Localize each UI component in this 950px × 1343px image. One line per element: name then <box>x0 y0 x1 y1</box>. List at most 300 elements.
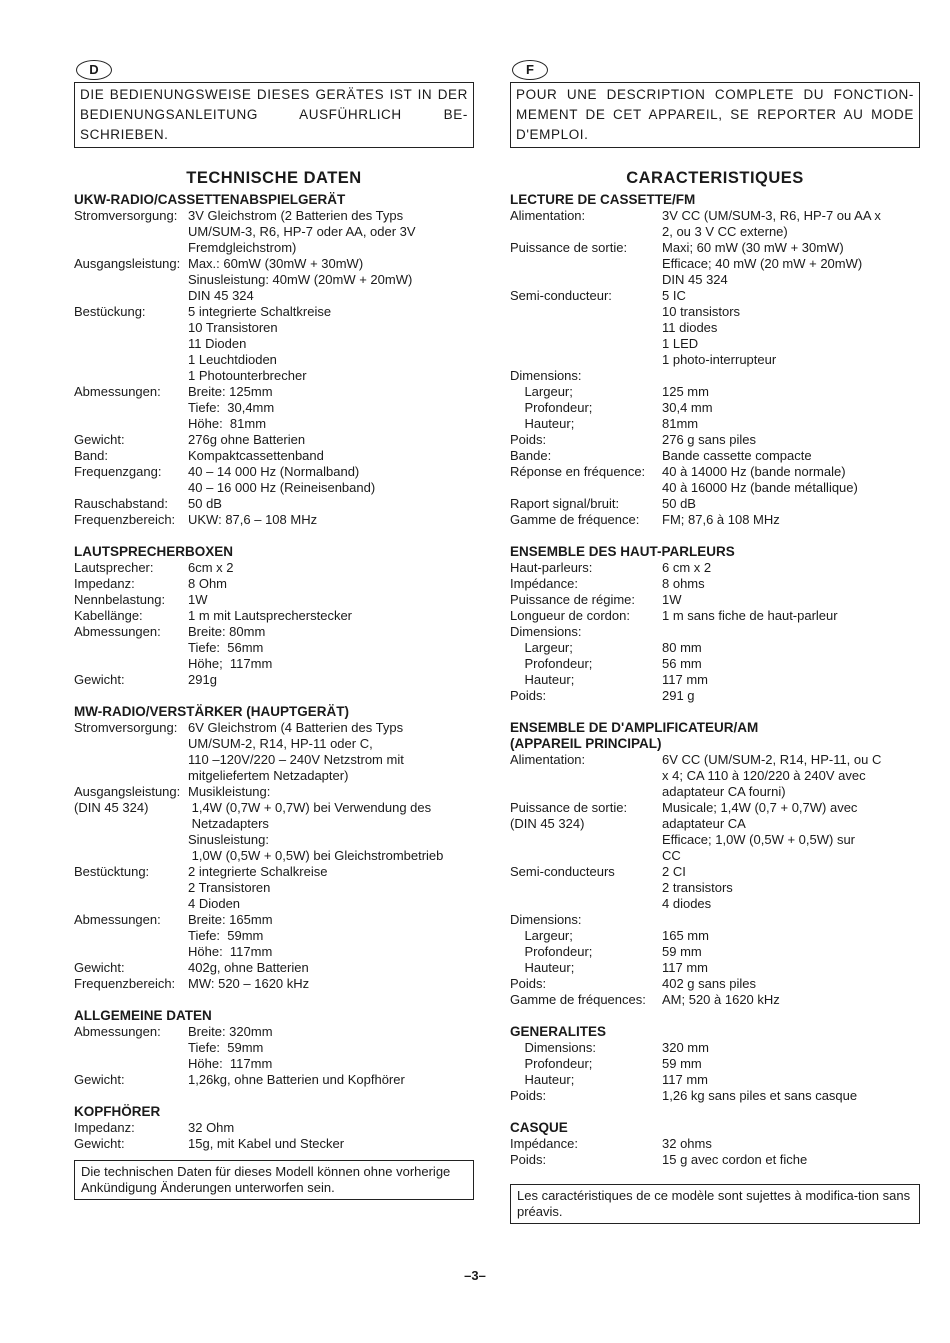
spec-row <box>510 384 920 400</box>
spec-value: 1 photo-interrupteur <box>662 352 777 367</box>
spec-value: Höhe: 117mm <box>188 1056 273 1071</box>
spec-label: Ausgangsleistung: <box>74 256 181 271</box>
spec-label <box>74 352 188 368</box>
spec-label <box>74 272 188 288</box>
spec-row <box>510 352 920 368</box>
spec-row <box>510 944 920 960</box>
spec-label <box>510 320 662 336</box>
spec-value: Musicale; 1,4W (0,7 + 0,7W) avec <box>662 800 858 815</box>
notice-box-de: DIE BEDIENUNGSWEISE DIESES GERÄTES IST IN DER BEDIENUNGSANLEITUNG AUSFÜHRLICH BE-SCHRIEBEN. <box>74 82 474 148</box>
spec-row <box>510 208 920 224</box>
spec-value: 5 IC <box>662 288 686 303</box>
spec-row <box>510 272 920 288</box>
spec-row <box>510 816 920 832</box>
spec-row <box>74 768 474 784</box>
spec-row <box>74 272 474 288</box>
spec-value: 276g ohne Batterien <box>188 432 306 447</box>
spec-value: Tiefe: 56mm <box>188 640 264 655</box>
spec-row <box>74 1136 474 1152</box>
spec-row <box>510 960 920 976</box>
spec-value: 2 transistors <box>662 880 733 895</box>
spec-value: Breite: 80mm <box>188 624 266 639</box>
spec-label <box>74 288 188 304</box>
spec-value: 1 m sans fiche de haut-parleur <box>662 608 838 623</box>
spec-value: Höhe: 117mm <box>188 944 273 959</box>
spec-label <box>510 832 662 848</box>
spec-value: 5 integrierte Schaltkreise <box>188 304 332 319</box>
spec-row <box>74 624 474 640</box>
spec-value: 50 dB <box>662 496 696 511</box>
spec-value: 2 Transistoren <box>188 880 271 895</box>
spec-value: Tiefe: 59mm <box>188 1040 264 1055</box>
spec-row <box>510 464 920 480</box>
spec-row <box>74 1024 474 1040</box>
spec-list-de <box>74 192 474 1152</box>
french-column <box>510 60 920 1224</box>
spec-value: Efficace; 1,0W (0,5W + 0,5W) sur <box>662 832 856 847</box>
spec-row <box>510 848 920 864</box>
spec-value: adaptateur CA <box>662 816 746 831</box>
spec-row <box>510 304 920 320</box>
spec-row <box>510 1152 920 1168</box>
spec-value: 40 à 14000 Hz (bande normale) <box>662 464 846 479</box>
spec-row <box>74 592 474 608</box>
spec-row <box>510 400 920 416</box>
spec-value: 40 – 14 000 Hz (Normalband) <box>188 464 360 479</box>
spec-value: 32 Ohm <box>188 1120 235 1135</box>
spec-row <box>510 1136 920 1152</box>
spec-row <box>74 368 474 384</box>
page-number: –3– <box>464 1268 486 1283</box>
spec-row <box>510 832 920 848</box>
spec-value: 2 integrierte Schalkreise <box>188 864 328 879</box>
spec-label <box>74 640 188 656</box>
spec-label: Puissance de sortie: <box>510 800 628 815</box>
spec-value: 1 LED <box>662 336 699 351</box>
spec-heading: CASQUE <box>510 1120 568 1135</box>
spec-row <box>510 368 920 384</box>
spec-value: 81mm <box>662 416 699 431</box>
spec-label <box>74 896 188 912</box>
spec-row <box>74 784 474 800</box>
spec-value: 4 Dioden <box>188 896 241 911</box>
spec-row <box>74 928 474 944</box>
spec-label: Bestückung: <box>74 304 146 319</box>
spec-value: 165 mm <box>662 928 709 943</box>
spec-row <box>74 336 474 352</box>
spec-value: 117 mm <box>662 1072 708 1087</box>
spec-value: Max.: 60mW (30mW + 30mW) <box>188 256 364 271</box>
spec-value: 11 diodes <box>662 320 718 335</box>
spec-list-fr <box>510 192 920 1168</box>
spec-label: Impedanz: <box>74 576 135 591</box>
spec-label: Bande: <box>510 448 552 463</box>
spec-row <box>510 976 920 992</box>
spec-value: 320 mm <box>662 1040 709 1055</box>
spec-heading: ENSEMBLE DE D'AMPLIFICATEUR/AM (APPAREIL PRINCIPAL) <box>510 720 759 751</box>
spec-label <box>74 480 188 496</box>
spec-value: mitgeliefertem Netzadapter) <box>188 768 349 783</box>
spec-value: Tiefe: 30,4mm <box>188 400 275 415</box>
spec-value: DIN 45 324 <box>188 288 254 303</box>
spec-value: 50 dB <box>188 496 222 511</box>
spec-label <box>74 928 188 944</box>
spec-value: 276 g sans piles <box>662 432 756 447</box>
spec-label <box>510 848 662 864</box>
spec-label <box>74 656 188 672</box>
spec-value: 11 Dioden <box>188 336 247 351</box>
spec-label: Kabellänge: <box>74 608 143 623</box>
spec-value: DIN 45 324 <box>662 272 728 287</box>
spec-row <box>74 1072 474 1088</box>
spec-label <box>510 768 662 784</box>
spec-row <box>510 224 920 240</box>
spec-label <box>74 1040 188 1056</box>
spec-label <box>74 816 188 832</box>
spec-row <box>74 256 474 272</box>
spec-value: x 4; CA 110 à 120/220 à 240V avec <box>662 768 866 783</box>
spec-row <box>510 240 920 256</box>
spec-value: 15g, mit Kabel und Stecker <box>188 1136 345 1151</box>
spec-label: (DIN 45 324) <box>74 800 149 815</box>
spec-row <box>74 800 474 816</box>
spec-row <box>74 432 474 448</box>
spec-row <box>74 656 474 672</box>
spec-value: 402 g sans piles <box>662 976 756 991</box>
section-title-de: TECHNISCHE DATEN <box>186 169 362 187</box>
spec-value: 6cm x 2 <box>188 560 234 575</box>
spec-label: Frequenzbereich: <box>74 512 176 527</box>
spec-row <box>510 256 920 272</box>
spec-label: Largeur; <box>510 640 573 655</box>
spec-label <box>74 736 188 752</box>
spec-label: Gewicht: <box>74 672 125 687</box>
spec-value: 1 m mit Lautsprecherstecker <box>188 608 353 623</box>
spec-label: Hauteur; <box>510 672 575 687</box>
spec-row <box>74 672 474 688</box>
spec-row <box>510 688 920 704</box>
spec-row <box>510 1056 920 1072</box>
spec-row <box>510 928 920 944</box>
spec-row <box>510 560 920 576</box>
spec-value: 1 Photounterbrecher <box>188 368 307 383</box>
spec-label: Rauschabstand: <box>74 496 168 511</box>
spec-value: CC <box>662 848 681 863</box>
spec-value: Netzadapters <box>188 816 269 831</box>
spec-value: Breite: 165mm <box>188 912 273 927</box>
spec-label <box>510 336 662 352</box>
spec-value: 1W <box>188 592 208 607</box>
spec-value: MW: 520 – 1620 kHz <box>188 976 310 991</box>
spec-row <box>74 304 474 320</box>
spec-row <box>510 512 920 528</box>
spec-row <box>510 288 920 304</box>
spec-label: Haut-parleurs: <box>510 560 593 575</box>
spec-label: Gewicht: <box>74 432 125 447</box>
spec-row <box>74 576 474 592</box>
footer-note-fr: Les caractéristiques de ce modèle sont sujettes à modifica-tion sans préavis. <box>510 1184 920 1224</box>
spec-row <box>74 976 474 992</box>
footer-note-de: Die technischen Daten für dieses Modell können ohne vorherige Ankündigung Änderungen unterworfen sein. <box>74 1160 474 1200</box>
spec-value: 6V CC (UM/SUM-2, R14, HP-11, ou C <box>662 752 882 767</box>
spec-value: Sinusleistung: <box>188 832 269 847</box>
spec-label: Largeur; <box>510 384 573 399</box>
spec-label: Dimensions: <box>510 912 582 927</box>
spec-row <box>510 752 920 768</box>
spec-label <box>510 352 662 368</box>
spec-row <box>510 320 920 336</box>
spec-label <box>74 768 188 784</box>
spec-value: Fremdgleichstrom) <box>188 240 297 255</box>
spec-value: 1,4W (0,7W + 0,7W) bei Verwendung des <box>188 800 432 815</box>
spec-row <box>74 896 474 912</box>
spec-label <box>74 1056 188 1072</box>
spec-label: Hauteur; <box>510 1072 575 1087</box>
spec-row <box>510 1072 920 1088</box>
spec-label <box>74 400 188 416</box>
spec-value: Tiefe: 59mm <box>188 928 264 943</box>
spec-value: Breite: 125mm <box>188 384 273 399</box>
spec-label: Gewicht: <box>74 1136 125 1151</box>
spec-label: Hauteur; <box>510 960 575 975</box>
spec-value: 110 –120V/220 – 240V Netzstrom mit <box>188 752 404 767</box>
spec-value: 1W <box>662 592 682 607</box>
spec-row <box>74 288 474 304</box>
spec-heading: KOPFHÖRER <box>74 1104 161 1119</box>
spec-row <box>74 1040 474 1056</box>
spec-heading: ALLGEMEINE DATEN <box>74 1008 212 1023</box>
notice-box-fr: POUR UNE DESCRIPTION COMPLETE DU FONCTION-MEMENT DE CET APPAREIL, SE REPORTER AU MODE D'EMPLOI. <box>510 82 920 148</box>
spec-label <box>74 368 188 384</box>
spec-value: 125 mm <box>662 384 709 399</box>
spec-label: Abmessungen: <box>74 384 161 399</box>
spec-heading: LAUTSPRECHERBOXEN <box>74 544 234 559</box>
spec-value: UKW: 87,6 – 108 MHz <box>188 512 318 527</box>
spec-label <box>510 272 662 288</box>
spec-label <box>74 240 188 256</box>
spec-row <box>74 1056 474 1072</box>
spec-value: FM; 87,6 à 108 MHz <box>662 512 780 527</box>
spec-label <box>74 336 188 352</box>
spec-label: Frequenzbereich: <box>74 976 176 991</box>
spec-value: Musikleistung: <box>188 784 271 799</box>
spec-label: Poids: <box>510 432 547 447</box>
spec-value: 1,26kg, ohne Batterien und Kopfhörer <box>188 1072 405 1087</box>
spec-value: 402g, ohne Batterien <box>188 960 309 975</box>
spec-label: Semi-conducteurs <box>510 864 615 879</box>
spec-row <box>74 816 474 832</box>
spec-value: AM; 520 à 1620 kHz <box>662 992 780 1007</box>
spec-row <box>510 608 920 624</box>
spec-row <box>74 512 474 528</box>
spec-label <box>510 784 662 800</box>
german-column <box>74 60 474 1200</box>
spec-row <box>510 592 920 608</box>
spec-heading: UKW-RADIO/CASSETTENABSPIELGERÄT <box>74 192 346 207</box>
spec-row <box>74 352 474 368</box>
spec-label: Profondeur; <box>510 944 593 959</box>
spec-value: Kompaktcassettenband <box>188 448 324 463</box>
spec-label: Band: <box>74 448 108 463</box>
spec-label <box>510 480 662 496</box>
spec-value: 32 ohms <box>662 1136 712 1151</box>
spec-label: Semi-conducteur: <box>510 288 612 303</box>
spec-row <box>74 752 474 768</box>
spec-label: Réponse en fréquence: <box>510 464 646 479</box>
spec-row <box>510 448 920 464</box>
spec-label: Profondeur; <box>510 1056 593 1071</box>
spec-row <box>510 784 920 800</box>
spec-label: Gewicht: <box>74 1072 125 1087</box>
spec-row <box>74 416 474 432</box>
spec-row <box>74 944 474 960</box>
spec-label <box>74 880 188 896</box>
spec-label <box>510 304 662 320</box>
spec-label: Bestücktung: <box>74 864 150 879</box>
spec-row <box>74 1120 474 1136</box>
spec-label: Abmessungen: <box>74 624 161 639</box>
spec-row <box>74 384 474 400</box>
spec-label: Hauteur; <box>510 416 575 431</box>
spec-row <box>74 960 474 976</box>
spec-label <box>74 416 188 432</box>
spec-value: UM/SUM-2, R14, HP-11 oder C, <box>188 736 373 751</box>
spec-value: 80 mm <box>662 640 702 655</box>
spec-row <box>74 496 474 512</box>
spec-label: Alimentation: <box>510 752 586 767</box>
spec-row <box>74 640 474 656</box>
spec-row <box>510 1040 920 1056</box>
spec-label: Dimensions: <box>510 624 582 639</box>
spec-value: UM/SUM-3, R6, HP-7 oder AA, oder 3V <box>188 224 416 239</box>
spec-row <box>74 240 474 256</box>
spec-value: 6 cm x 2 <box>662 560 712 575</box>
spec-label: Puissance de régime: <box>510 592 636 607</box>
spec-row <box>74 480 474 496</box>
spec-value: Höhe; 117mm <box>188 656 273 671</box>
spec-row <box>510 432 920 448</box>
spec-row <box>74 320 474 336</box>
spec-row <box>74 848 474 864</box>
spec-label: Profondeur; <box>510 656 593 671</box>
spec-heading: GENERALITES <box>510 1024 607 1039</box>
spec-row <box>74 224 474 240</box>
spec-value: 117 mm <box>662 960 708 975</box>
spec-value: 30,4 mm <box>662 400 713 415</box>
spec-row <box>74 912 474 928</box>
spec-label: Poids: <box>510 1152 547 1167</box>
spec-value: Sinusleistung: 40mW (20mW + 20mW) <box>188 272 413 287</box>
spec-label <box>74 320 188 336</box>
spec-label: Longueur de cordon: <box>510 608 630 623</box>
spec-label: Poids: <box>510 688 547 703</box>
spec-label: Dimensions: <box>510 368 582 383</box>
spec-label <box>74 832 188 848</box>
spec-row <box>510 496 920 512</box>
spec-row <box>74 464 474 480</box>
spec-value: 10 transistors <box>662 304 741 319</box>
spec-label: Gamme de fréquences: <box>510 992 646 1007</box>
spec-label: Stromversorgung: <box>74 720 178 735</box>
spec-row <box>74 736 474 752</box>
spec-row <box>510 864 920 880</box>
spec-heading: LECTURE DE CASSETTE/FM <box>510 192 696 207</box>
spec-label: Raport signal/bruit: <box>510 496 620 511</box>
spec-row <box>74 832 474 848</box>
spec-label: Puissance de sortie: <box>510 240 628 255</box>
spec-label: Poids: <box>510 976 547 991</box>
spec-row <box>510 992 920 1008</box>
spec-label: Impedanz: <box>74 1120 135 1135</box>
spec-label <box>510 224 662 240</box>
spec-value: 1,26 kg sans piles et sans casque <box>662 1088 858 1103</box>
spec-label: Gamme de fréquence: <box>510 512 640 527</box>
spec-label: Impédance: <box>510 1136 578 1151</box>
spec-value: 4 diodes <box>662 896 712 911</box>
spec-row <box>74 448 474 464</box>
spec-label <box>510 880 662 896</box>
spec-label <box>74 848 188 864</box>
spec-value: 59 mm <box>662 1056 702 1071</box>
spec-row <box>510 768 920 784</box>
spec-row <box>510 624 920 640</box>
spec-row <box>510 880 920 896</box>
spec-value: 291g <box>188 672 217 687</box>
spec-value: Maxi; 60 mW (30 mW + 30mW) <box>662 240 844 255</box>
spec-heading: MW-RADIO/VERSTÄRKER (HAUPTGERÄT) <box>74 704 349 719</box>
spec-row <box>74 720 474 736</box>
spec-label: Abmessungen: <box>74 912 161 927</box>
spec-label: Dimensions: <box>510 1040 596 1055</box>
spec-value: 3V Gleichstrom (2 Batterien des Typs <box>188 208 404 223</box>
language-badge-de: D <box>76 60 112 80</box>
spec-value: Efficace; 40 mW (20 mW + 20mW) <box>662 256 863 271</box>
spec-label: Ausgangsleistung: <box>74 784 181 799</box>
spec-value: 10 Transistoren <box>188 320 278 335</box>
spec-row <box>510 656 920 672</box>
spec-row <box>74 864 474 880</box>
spec-row <box>510 480 920 496</box>
spec-label: Nennbelastung: <box>74 592 166 607</box>
spec-value: adaptateur CA fourni) <box>662 784 786 799</box>
spec-value: 56 mm <box>662 656 702 671</box>
spec-value: 1 Leuchtdioden <box>188 352 277 367</box>
spec-label: Poids: <box>510 1088 547 1103</box>
spec-value: Höhe: 81mm <box>188 416 267 431</box>
spec-value: 1,0W (0,5W + 0,5W) bei Gleichstrombetrieb <box>188 848 444 863</box>
spec-value: 6V Gleichstrom (4 Batterien des Typs <box>188 720 404 735</box>
spec-row <box>74 608 474 624</box>
spec-row <box>510 640 920 656</box>
spec-value: 8 ohms <box>662 576 705 591</box>
spec-value: 2, ou 3 V CC externe) <box>662 224 788 239</box>
spec-row <box>74 880 474 896</box>
spec-value: 2 CI <box>662 864 686 879</box>
spec-value: 8 Ohm <box>188 576 228 591</box>
spec-value: 3V CC (UM/SUM-3, R6, HP-7 ou AA x <box>662 208 881 223</box>
spec-row <box>74 208 474 224</box>
spec-label: Lautsprecher: <box>74 560 154 575</box>
spec-label <box>74 752 188 768</box>
spec-value: Bande cassette compacte <box>662 448 812 463</box>
spec-row <box>510 416 920 432</box>
spec-value: 40 – 16 000 Hz (Reineisenband) <box>188 480 376 495</box>
spec-value: 40 à 16000 Hz (bande métallique) <box>662 480 858 495</box>
spec-row <box>510 1088 920 1104</box>
spec-row <box>510 336 920 352</box>
spec-label: Stromversorgung: <box>74 208 178 223</box>
spec-label <box>74 944 188 960</box>
